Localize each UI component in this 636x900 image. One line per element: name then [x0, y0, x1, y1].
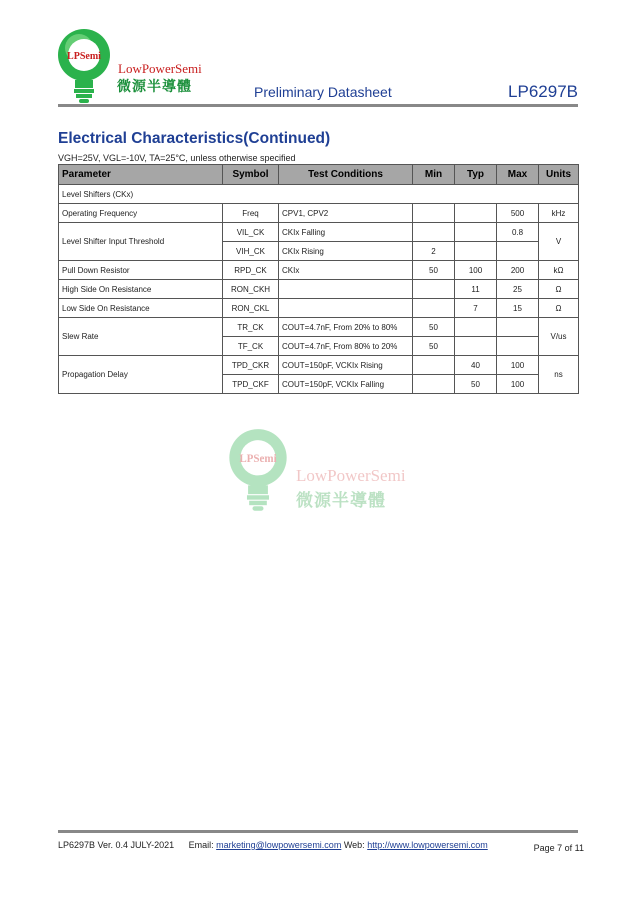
watermark-lightbulb-icon — [226, 428, 290, 514]
brand-name-zh: 微源半導體 — [117, 78, 192, 94]
cell-symbol: RON_CKL — [223, 299, 279, 318]
cell-min — [413, 204, 455, 223]
electrical-characteristics-table — [58, 164, 579, 394]
cell-typ — [455, 318, 497, 337]
section-title: Electrical Characteristics(Continued) — [58, 130, 331, 147]
cell-units: V/us — [539, 318, 579, 356]
cell-units: V — [539, 223, 579, 261]
cell-min: 50 — [413, 318, 455, 337]
header-symbol: Symbol — [223, 165, 279, 185]
header-units: Units — [539, 165, 579, 185]
footer-web-label: Web: — [343, 840, 365, 850]
cell-parameter: Propagation Delay — [59, 356, 223, 394]
page-footer — [58, 840, 584, 853]
cell-units: ns — [539, 356, 579, 394]
brand-name-en: LowPowerSemi — [118, 61, 202, 76]
header-divider — [58, 104, 578, 107]
cell-min — [413, 223, 455, 242]
footer-doc-ref: LP6297B Ver. 0.4 JULY-2021 — [58, 840, 175, 850]
footer-divider — [58, 830, 578, 833]
table-row — [59, 356, 579, 375]
cell-max: 200 — [497, 261, 539, 280]
cell-conditions: CKIx — [279, 261, 413, 280]
cell-min: 50 — [413, 261, 455, 280]
cell-max — [497, 318, 539, 337]
watermark-brand-en: LowPowerSemi — [296, 466, 406, 485]
cell-min: 50 — [413, 337, 455, 356]
watermark-badge-text: LPSemi — [239, 453, 277, 466]
cell-units: kHz — [539, 204, 579, 223]
cell-symbol: VIH_CK — [223, 242, 279, 261]
group-label: Level Shifters (CKx) — [59, 185, 579, 204]
cell-min — [413, 299, 455, 318]
lightbulb-logo-icon — [55, 28, 113, 106]
table-row — [59, 223, 579, 242]
cell-parameter: Pull Down Resistor — [59, 261, 223, 280]
cell-min — [413, 375, 455, 394]
part-number: LP6297B — [508, 82, 578, 101]
cell-symbol: VIL_CK — [223, 223, 279, 242]
cell-symbol: Freq — [223, 204, 279, 223]
footer-email-link[interactable]: marketing@lowpowersemi.com — [216, 840, 342, 850]
cell-symbol: TF_CK — [223, 337, 279, 356]
cell-max: 25 — [497, 280, 539, 299]
table-row — [59, 318, 579, 337]
cell-typ — [455, 242, 497, 261]
cell-symbol: TR_CK — [223, 318, 279, 337]
watermark-brand-zh: 微源半導體 — [296, 491, 386, 510]
cell-symbol: TPD_CKR — [223, 356, 279, 375]
cell-parameter: High Side On Resistance — [59, 280, 223, 299]
cell-parameter: Level Shifter Input Threshold — [59, 223, 223, 261]
cell-symbol: TPD_CKF — [223, 375, 279, 394]
table-header-row — [59, 165, 579, 185]
cell-conditions: CKIx Falling — [279, 223, 413, 242]
header-max: Max — [497, 165, 539, 185]
cell-units: Ω — [539, 299, 579, 318]
cell-parameter: Slew Rate — [59, 318, 223, 356]
cell-max: 100 — [497, 356, 539, 375]
group-row — [59, 185, 579, 204]
cell-units: kΩ — [539, 261, 579, 280]
cell-typ — [455, 204, 497, 223]
cell-conditions: COUT=4.7nF, From 20% to 80% — [279, 318, 413, 337]
cell-typ — [455, 337, 497, 356]
company-logo — [55, 28, 205, 108]
cell-typ — [455, 223, 497, 242]
header-parameter: Parameter — [59, 165, 223, 185]
header-typ: Typ — [455, 165, 497, 185]
cell-typ: 50 — [455, 375, 497, 394]
cell-min: 2 — [413, 242, 455, 261]
document-type: Preliminary Datasheet — [254, 84, 392, 100]
test-conditions-note: VGH=25V, VGL=-10V, TA=25°C, unless otherwise specified — [58, 153, 296, 163]
cell-min — [413, 280, 455, 299]
cell-max — [497, 337, 539, 356]
table-row — [59, 204, 579, 223]
cell-conditions: CPV1, CPV2 — [279, 204, 413, 223]
cell-conditions: COUT=4.7nF, From 80% to 20% — [279, 337, 413, 356]
footer-email-label: Email: — [188, 840, 214, 850]
cell-typ: 7 — [455, 299, 497, 318]
cell-units: Ω — [539, 280, 579, 299]
cell-parameter: Low Side On Resistance — [59, 299, 223, 318]
cell-conditions: COUT=150pF, VCKIx Falling — [279, 375, 413, 394]
cell-max: 500 — [497, 204, 539, 223]
cell-max — [497, 242, 539, 261]
cell-conditions: CKIx Rising — [279, 242, 413, 261]
header-test-conditions: Test Conditions — [279, 165, 413, 185]
table-row — [59, 280, 579, 299]
logo-badge-text: LPSemi — [67, 51, 101, 62]
cell-max: 100 — [497, 375, 539, 394]
cell-typ: 40 — [455, 356, 497, 375]
header-min: Min — [413, 165, 455, 185]
watermark-logo — [226, 428, 406, 518]
cell-max: 15 — [497, 299, 539, 318]
cell-typ: 11 — [455, 280, 497, 299]
cell-conditions — [279, 299, 413, 318]
cell-min — [413, 356, 455, 375]
cell-max: 0.8 — [497, 223, 539, 242]
table-row — [59, 299, 579, 318]
cell-symbol: RON_CKH — [223, 280, 279, 299]
cell-parameter: Operating Frequency — [59, 204, 223, 223]
cell-typ: 100 — [455, 261, 497, 280]
footer-web-link[interactable]: http://www.lowpowersemi.com — [367, 840, 488, 850]
table-row — [59, 261, 579, 280]
cell-conditions — [279, 280, 413, 299]
cell-conditions: COUT=150pF, VCKIx Rising — [279, 356, 413, 375]
cell-symbol: RPD_CK — [223, 261, 279, 280]
footer-page-number: Page 7 of 11 — [533, 843, 584, 853]
